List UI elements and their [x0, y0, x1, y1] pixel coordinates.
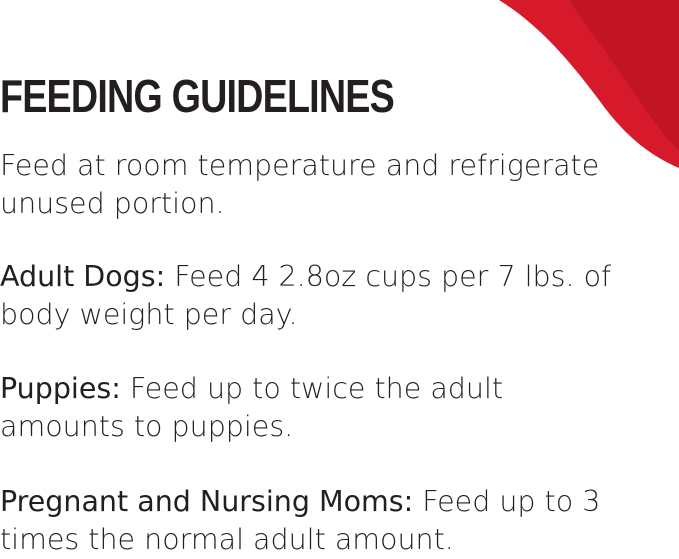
adult-dogs-guideline — [0, 258, 679, 334]
puppies-label: Puppies: — [0, 372, 121, 405]
adult-dogs-label: Adult Dogs: — [0, 260, 166, 293]
storage-instruction-line-1: Feed at room temperature and refrigerate — [0, 149, 600, 182]
pregnant-nursing-label: Pregnant and Nursing Moms: — [0, 485, 414, 518]
adult-dogs-line-1: Feed 4 2.8oz cups per 7 lbs. of — [165, 260, 612, 293]
pregnant-nursing-line-1: Feed up to 3 — [413, 485, 601, 518]
adult-dogs-line-2: body weight per day. — [0, 298, 298, 331]
puppies-guideline — [0, 370, 679, 446]
pregnant-nursing-line-2: times the normal adult amount. — [0, 523, 454, 556]
puppies-line-1: Feed up to twice the adult — [120, 372, 504, 405]
puppies-line-2: amounts to puppies. — [0, 410, 294, 443]
pregnant-nursing-guideline — [0, 483, 679, 559]
storage-instruction — [0, 147, 679, 223]
page-title: FEEDING GUIDELINES — [0, 70, 394, 122]
storage-instruction-line-2: unused portion. — [0, 187, 225, 220]
